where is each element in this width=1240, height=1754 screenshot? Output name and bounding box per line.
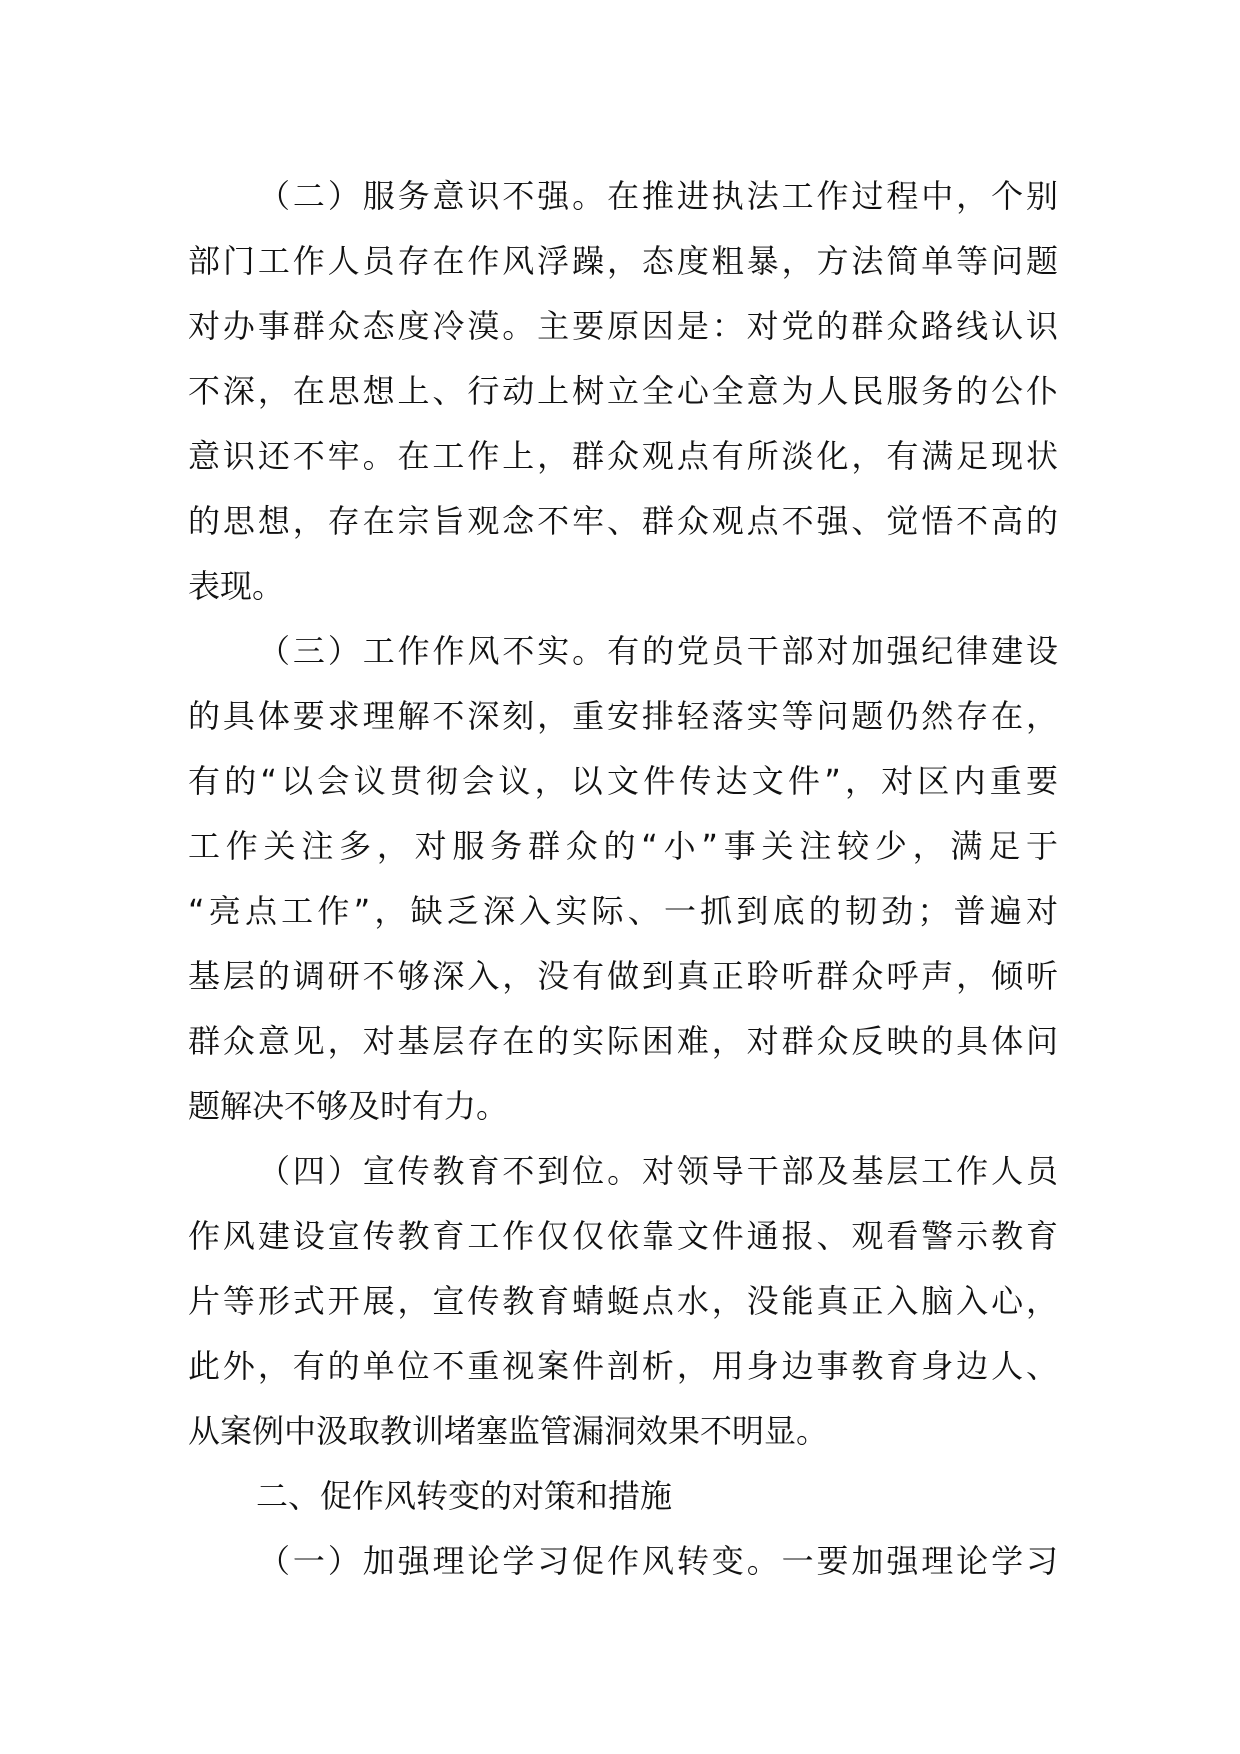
paragraph-2-line-1: （二）服务意识不强。在推进执法工作过程中，个别 — [258, 177, 1058, 215]
paragraph-3-line-2: 的具体要求理解不深刻，重安排轻落实等问题仍然存在， — [188, 697, 1058, 735]
paragraph-3-line-6: 基层的调研不够深入，没有做到真正聆听群众呼声，倾听 — [188, 957, 1058, 995]
paragraph-3-line-8: 题解决不够及时有力。 — [188, 1087, 509, 1125]
paragraph-3-line-1: （三）工作作风不实。有的党员干部对加强纪律建设 — [258, 632, 1058, 670]
paragraph-5-line-1: （一）加强理论学习促作风转变。一要加强理论学习 — [258, 1542, 1058, 1580]
section-heading: 二、促作风转变的对策和措施 — [256, 1477, 673, 1515]
paragraph-4-line-1: （四）宣传教育不到位。对领导干部及基层工作人员 — [258, 1152, 1058, 1190]
document-body — [188, 164, 1058, 1594]
paragraph-2-line-3: 对办事群众态度冷漠。主要原因是：对党的群众路线认识 — [188, 307, 1058, 345]
paragraph-3-line-7: 群众意见，对基层存在的实际困难，对群众反映的具体问 — [188, 1022, 1058, 1060]
paragraph-4-line-3: 片等形式开展，宣传教育蜻蜓点水，没能真正入脑入心， — [188, 1282, 1058, 1320]
paragraph-3-line-3: 有的“以会议贯彻会议，以文件传达文件”，对区内重要 — [188, 762, 1058, 800]
paragraph-3-line-5: “亮点工作”，缺乏深入实际、一抓到底的韧劲；普遍对 — [188, 892, 1058, 930]
paragraph-2-line-2: 部门工作人员存在作风浮躁，态度粗暴，方法简单等问题 — [188, 242, 1058, 280]
paragraph-4-line-4: 此外，有的单位不重视案件剖析，用身边事教育身边人、 — [188, 1347, 1058, 1385]
paragraph-2-line-4: 不深，在思想上、行动上树立全心全意为人民服务的公仆 — [188, 372, 1058, 410]
paragraph-4-line-5: 从案例中汲取教训堵塞监管漏洞效果不明显。 — [188, 1412, 829, 1450]
paragraph-2-line-5: 意识还不牢。在工作上，群众观点有所淡化，有满足现状 — [188, 437, 1058, 475]
paragraph-3-line-4: 工作关注多，对服务群众的“小”事关注较少，满足于 — [188, 827, 1058, 865]
paragraph-2-line-6: 的思想，存在宗旨观念不牢、群众观点不强、觉悟不高的 — [188, 502, 1058, 540]
paragraph-2-line-7: 表现。 — [188, 567, 285, 605]
paragraph-4-line-2: 作风建设宣传教育工作仅仅依靠文件通报、观看警示教育 — [188, 1217, 1058, 1255]
